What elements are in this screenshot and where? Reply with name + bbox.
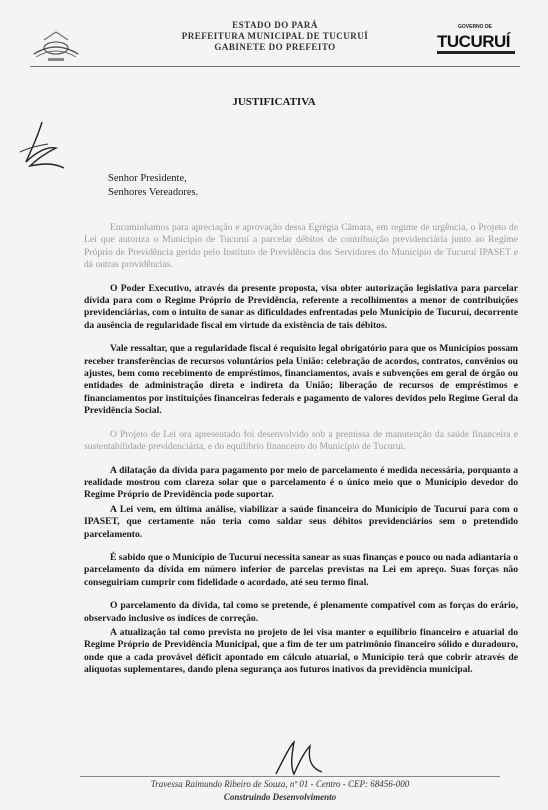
salutation-president: Senhor Presidente,: [108, 173, 187, 184]
letterhead-prefecture: PREFEITURA MUNICIPAL DE TUCURUÍ: [181, 31, 369, 41]
document-title: JUSTIFICATIVA: [232, 96, 316, 108]
header-divider: [30, 66, 520, 67]
paragraph-7: É sabido que o Município de Tucuruí necessita sanear as suas finanças e pouco ou nada adiantaria o parcelamento da dívida em número inferior de parcelas previstas na Lei em apreço. Suas forças não conseguiriam cumprir com fidelidade o acordado, até seu termo final.: [84, 551, 518, 588]
paragraph-6: A Lei vem, em última análise, viabilizar a saúde financeira do Município de Tucuruí para com o IPASET, que certamente não teria como saldar seus débitos previdenciários sem o pretendido parcelamento.: [84, 503, 518, 540]
paragraph-2: O Poder Executivo, através da presente proposta, visa obter autorização legislativa para parcelar dívida para com o Regime Próprio de Previdência, referente a recolhimentos a menor de contribuições previdenciárias, com o intuito de sanar as dificuldades enfrentadas pelo Município de Tucuruí, decorrente da ausência de regularidade fiscal em virtude da existência de tais débitos.: [84, 282, 518, 331]
paragraph-4: O Projeto de Lei ora apresentado foi desenvolvido sob a premissa de manutenção da saúde financeira e sustentabilidade previdenciária, e do equilíbrio financeiro do Município de Tucuruí.: [84, 428, 518, 453]
paragraph-5: A dilatação da dívida para pagamento por meio de parcelamento é medida necessária, porquanto a realidade mostrou com clareza solar que o parcelamento é o único meio que o Município devedor do Regime Próprio de Previdência pode suportar.: [84, 464, 518, 501]
paragraph-1: Encaminhamos para apreciação e aprovação dessa Egrégia Câmara, em regime de urgência, o Projeto de Lei que autoriza o Município de Tucuruí a parcelar débitos de contribuição previdenciária junto ao Regime Próprio de Previdência gerido pelo Instituto de Previdência dos Servidores do Município de Tucuruí IPASET e dá outras providências.: [84, 222, 518, 271]
paragraph-9: A atualização tal como prevista no projeto de lei visa manter o equilíbrio financeiro e atuarial do Regime Próprio de Previdência Municipal, que a fim de ter um patrimônio financeiro sólido e duradouro, onde que a cada provável déficit apontado em cálculo atuarial, o Município terá que cobrir através de alíquotas suplementares, dando plena segurança aos futuros inativos da previdência municipal.: [84, 626, 518, 676]
letterhead-state: ESTADO DO PARÁ: [232, 20, 318, 30]
letterhead-office: GABINETE DO PREFEITO: [214, 42, 336, 52]
brand-logo: TUCURUÍ: [437, 32, 510, 51]
letterhead: [150, 20, 400, 53]
footer-slogan: Construindo Desenvolvimento: [223, 792, 337, 802]
signature-icon: [12, 118, 70, 176]
signature-icon: [270, 738, 330, 778]
footer-address: Travessa Raimundo Ribeiro de Souza, nº 01 - Centro - CEP: 68456-000: [150, 779, 410, 789]
paragraph-3: Vale ressaltar, que a regularidade fiscal é requisito legal obrigatório para que os Municípios possam receber transferências de recursos voluntários pela União: celebração de acordos, contratos, convênios ou ajustes, bem como recebimento de empréstimos, financiamentos, avais e subvenções em geral de órgão ou entidades de administração direta e indireta da União; liberação de recursos de empréstimos e financiamentos por instituições financeiras federais e pagamento de valores devidos pelo Regime Geral da Previdência Social.: [84, 343, 518, 417]
justification-body: [84, 222, 518, 688]
salutation: [108, 172, 198, 200]
coat-of-arms-icon: [30, 28, 82, 62]
brand-subtitle: GOVERNO DE: [458, 24, 492, 30]
salutation-councilors: Senhores Vereadores.: [108, 187, 199, 198]
brand-underline: [437, 51, 515, 54]
footer-divider: [80, 776, 500, 777]
paragraph-8: O parcelamento da dívida, tal como se pretende, é plenamente compatível com as forças do erário, observado inclusive os índices de correção.: [84, 600, 518, 624]
